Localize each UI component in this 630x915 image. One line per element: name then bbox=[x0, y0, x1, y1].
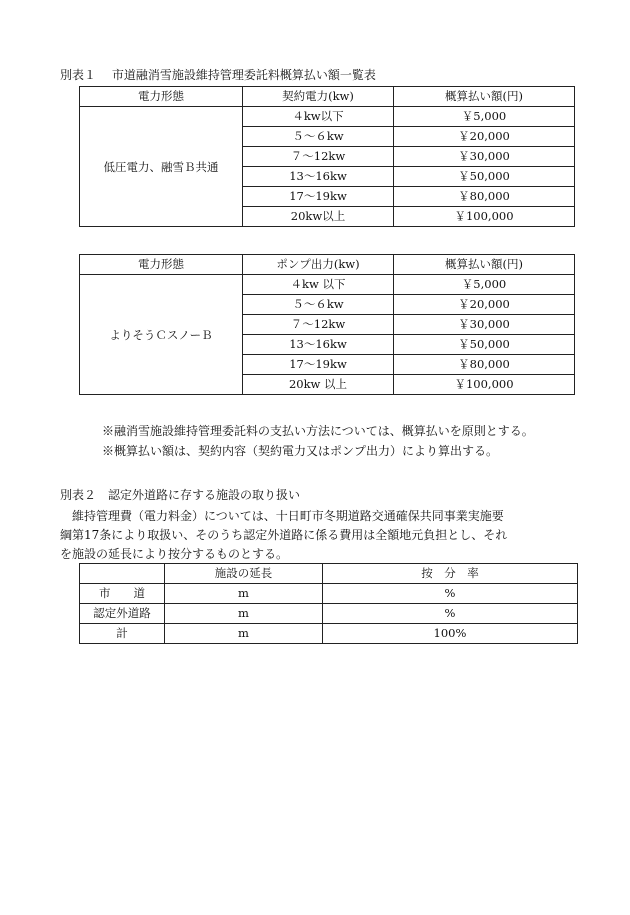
table1-heading: 別表１ 市道融消雪施設維持管理委託料概算払い額一覧表 bbox=[60, 68, 376, 82]
allocation-header-row bbox=[80, 564, 578, 584]
allocation-header-blank bbox=[80, 564, 165, 584]
table2 bbox=[79, 254, 575, 395]
table-cell-amount: ￥30,000 bbox=[394, 315, 575, 335]
table1-header-range: 契約電力(kw) bbox=[243, 87, 394, 107]
table-cell-range: 17～19kw bbox=[243, 187, 394, 207]
table-cell-range: 17～19kw bbox=[243, 355, 394, 375]
table1-header-type: 電力形態 bbox=[80, 87, 243, 107]
table2-header-range: ポンプ出力(kw) bbox=[243, 255, 394, 275]
allocation-header-length: 施設の延長 bbox=[165, 564, 323, 584]
allocation-cell-ratio: % bbox=[323, 604, 578, 624]
table-cell-amount: ￥30,000 bbox=[394, 147, 575, 167]
allocation-cell-label: 認定外道路 bbox=[80, 604, 165, 624]
table1-header-amount: 概算払い額(円) bbox=[394, 87, 575, 107]
table-row bbox=[80, 107, 575, 127]
table-cell-amount: ￥50,000 bbox=[394, 167, 575, 187]
table-cell-range: ７～12kw bbox=[243, 147, 394, 167]
table-cell-range: ５～６kw bbox=[243, 127, 394, 147]
allocation-cell-ratio: 100% bbox=[323, 624, 578, 644]
table-cell-amount: ￥80,000 bbox=[394, 355, 575, 375]
table-cell-range: ７～12kw bbox=[243, 315, 394, 335]
table-cell-range: ４kw 以下 bbox=[243, 275, 394, 295]
table-cell-range: ４kw以下 bbox=[243, 107, 394, 127]
table-cell-range: ５～６kw bbox=[243, 295, 394, 315]
table2-header-type: 電力形態 bbox=[80, 255, 243, 275]
table-cell-amount: ￥100,000 bbox=[394, 207, 575, 227]
table1-group-label: 低圧電力、融雪Ｂ共通 bbox=[80, 107, 243, 227]
section2-paragraph-line-2: 綱第17条により取扱い、そのうち認定外道路に係る費用は全額地元負担とし、それ bbox=[60, 528, 508, 542]
allocation-cell-length: m bbox=[165, 584, 323, 604]
allocation-cell-label: 市 道 bbox=[80, 584, 165, 604]
table-cell-amount: ￥50,000 bbox=[394, 335, 575, 355]
allocation-cell-length: m bbox=[165, 624, 323, 644]
allocation-cell-label: 計 bbox=[80, 624, 165, 644]
table-cell-range: 20kw 以上 bbox=[243, 375, 394, 395]
allocation-cell-ratio: % bbox=[323, 584, 578, 604]
table-row bbox=[80, 624, 578, 644]
table-row bbox=[80, 275, 575, 295]
table-cell-range: 13～16kw bbox=[243, 335, 394, 355]
table-cell-range: 20kw以上 bbox=[243, 207, 394, 227]
table2-header-amount: 概算払い額(円) bbox=[394, 255, 575, 275]
table-cell-amount: ￥100,000 bbox=[394, 375, 575, 395]
table-cell-range: 13～16kw bbox=[243, 167, 394, 187]
table2-header-row bbox=[80, 255, 575, 275]
allocation-table bbox=[79, 563, 578, 644]
table1 bbox=[79, 86, 575, 227]
table-row bbox=[80, 604, 578, 624]
table-cell-amount: ￥20,000 bbox=[394, 295, 575, 315]
table-cell-amount: ￥5,000 bbox=[394, 275, 575, 295]
note-calculation: ※概算払い額は、契約内容（契約電力又はポンプ出力）により算出する。 bbox=[102, 444, 499, 458]
section2-paragraph-line-1: 維持管理費（電力料金）については、十日町市冬期道路交通確保共同事業実施要 bbox=[60, 509, 504, 523]
section2-heading: 別表２ 認定外道路に存する施設の取り扱い bbox=[60, 488, 301, 502]
table1-header-row bbox=[80, 87, 575, 107]
table-cell-amount: ￥20,000 bbox=[394, 127, 575, 147]
section2-paragraph-line-3: を施設の延長により按分するものとする。 bbox=[60, 547, 289, 561]
table-row bbox=[80, 584, 578, 604]
note-payment-method: ※融消雪施設維持管理委託料の支払い方法については、概算払いを原則とする。 bbox=[102, 424, 534, 438]
table-cell-amount: ￥5,000 bbox=[394, 107, 575, 127]
allocation-header-ratio: 按 分 率 bbox=[323, 564, 578, 584]
table2-group-label: よりそうＣスノーＢ bbox=[80, 275, 243, 395]
table-cell-amount: ￥80,000 bbox=[394, 187, 575, 207]
allocation-cell-length: m bbox=[165, 604, 323, 624]
